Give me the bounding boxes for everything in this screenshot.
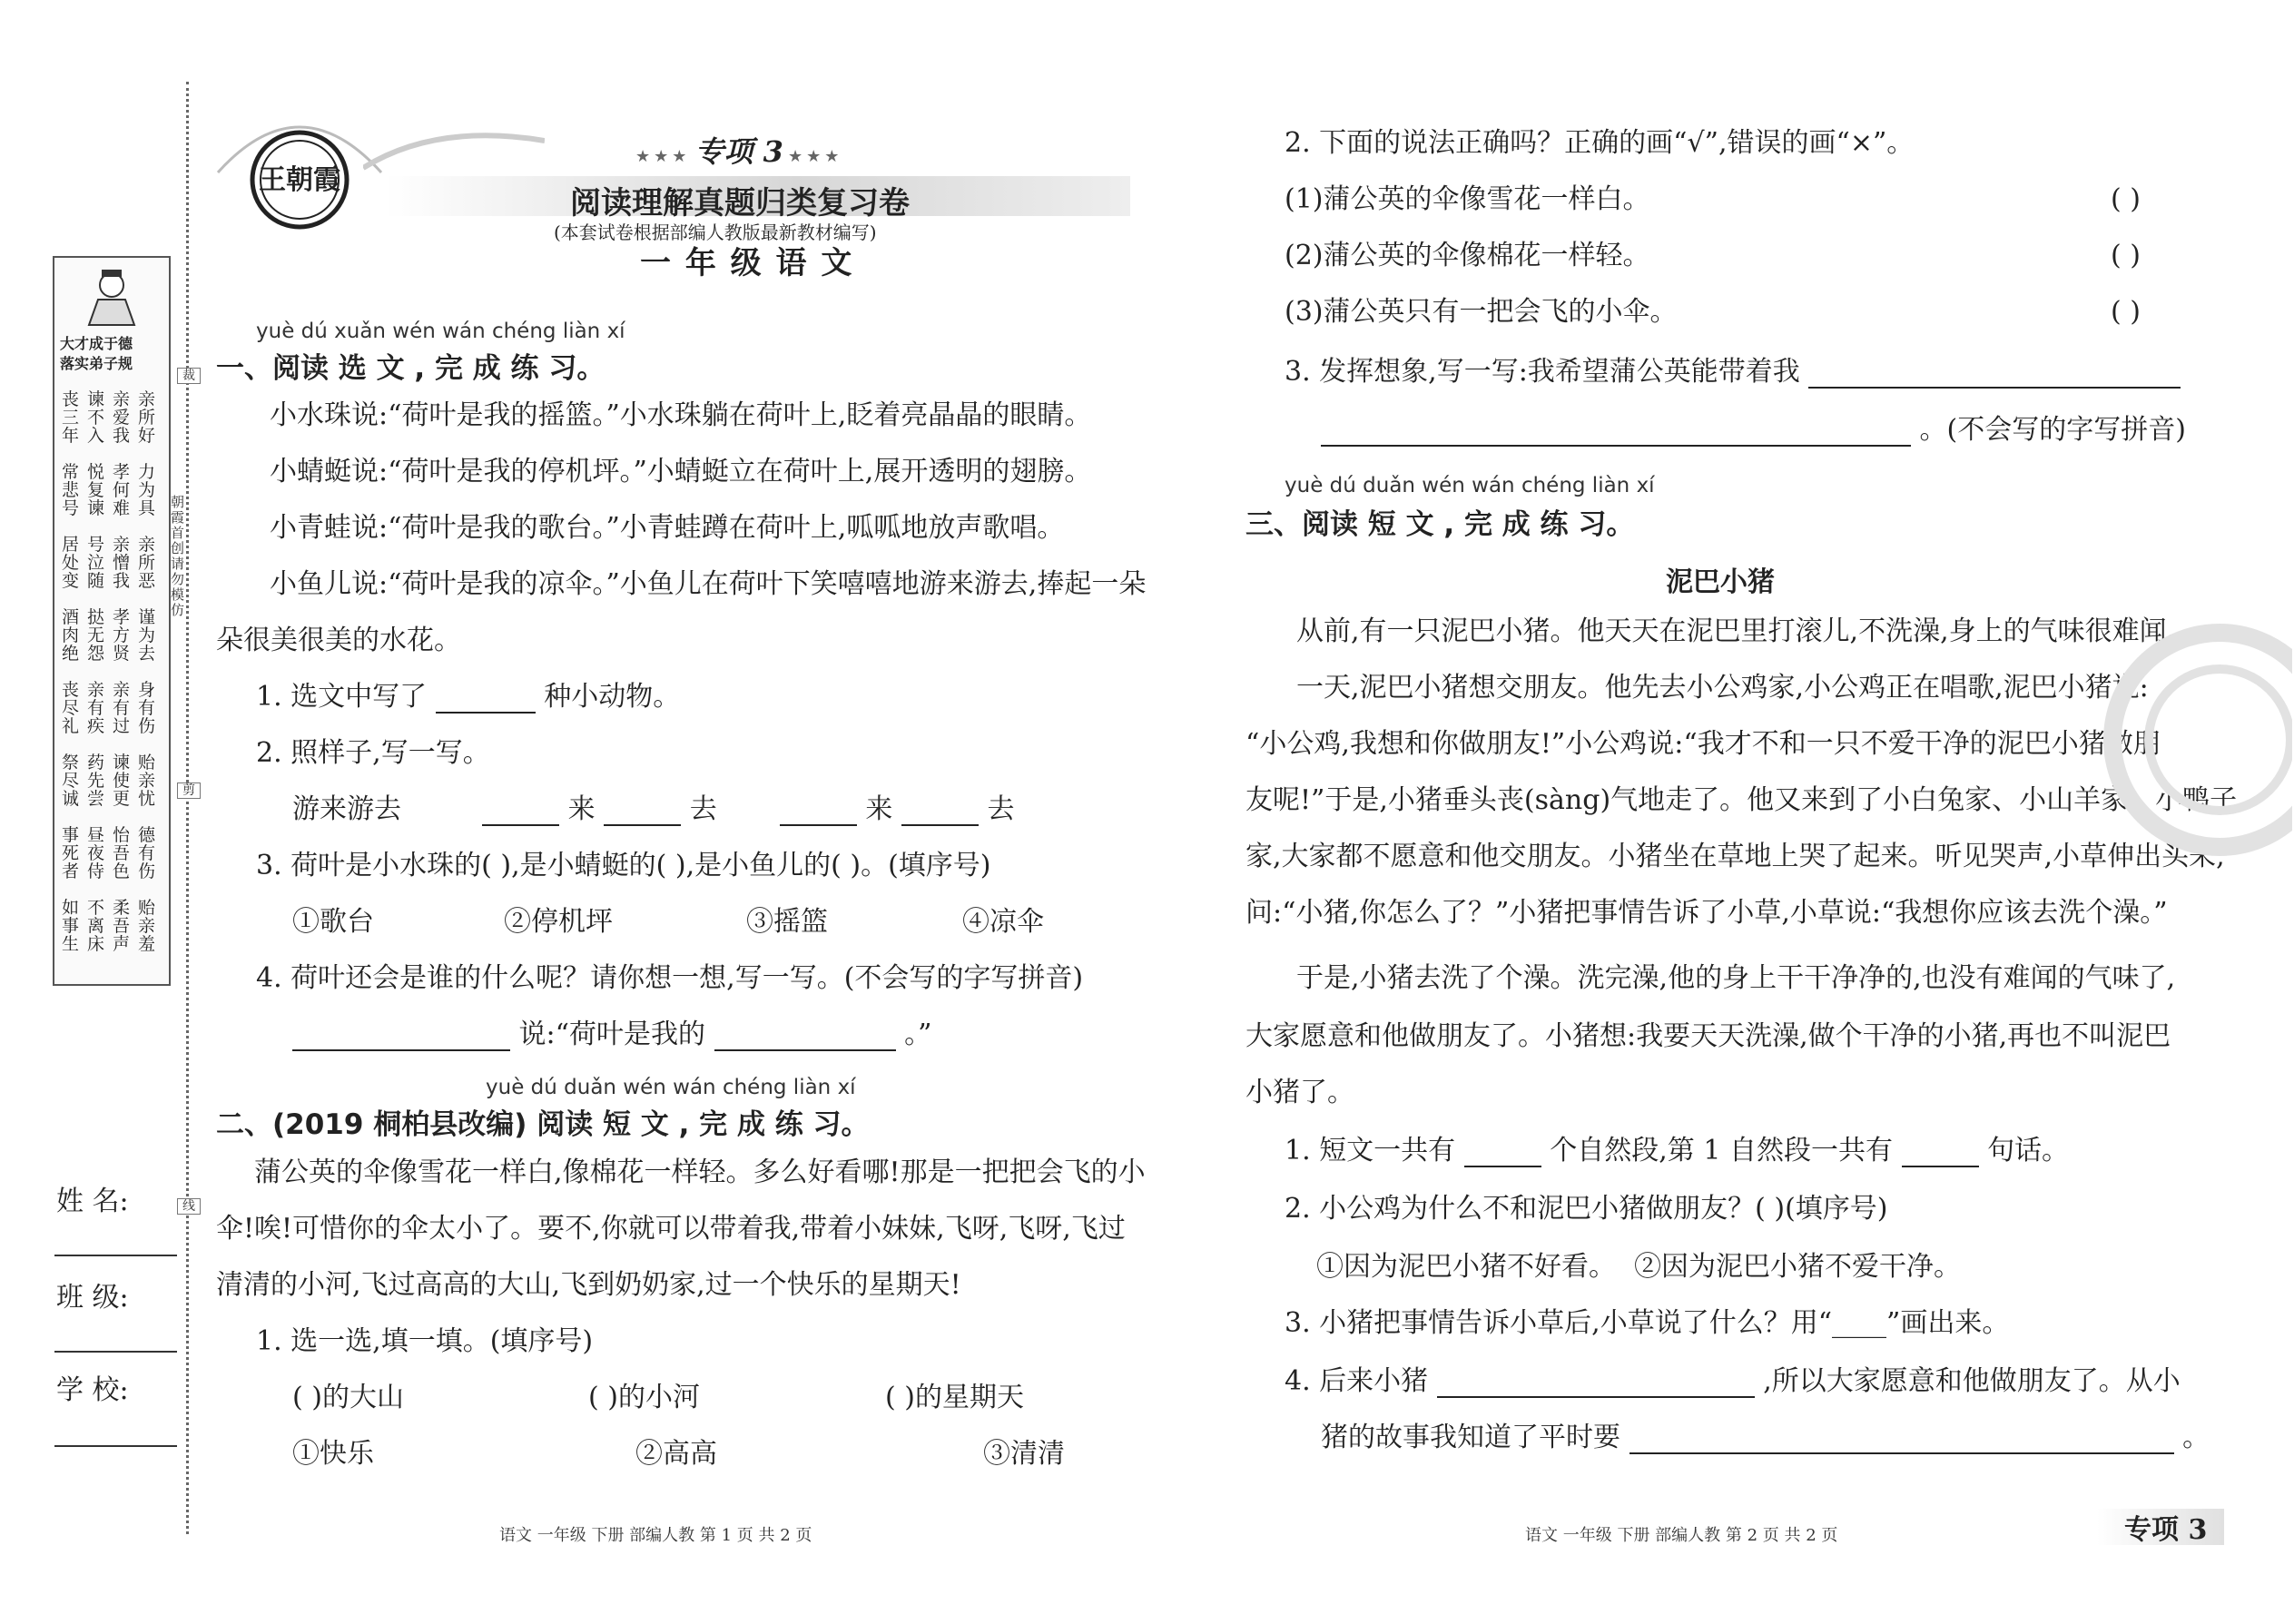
school-label: 学 校: bbox=[56, 1374, 129, 1406]
name-label: 姓 名: bbox=[56, 1186, 129, 1217]
section2-heading: 二、(2019 桐柏县改编) 阅读 短 文 , 完 成 练 习。 bbox=[216, 1108, 870, 1141]
sidebar-motto-panel bbox=[53, 256, 171, 986]
motto-column: 谏使更 bbox=[113, 753, 131, 809]
answer-blank[interactable] bbox=[714, 1024, 896, 1051]
motto-column: 亲有过 bbox=[113, 680, 131, 736]
motto-column: 谏不入 bbox=[87, 389, 105, 446]
motto-column: 德有伤 bbox=[138, 825, 156, 881]
answer-blank[interactable] bbox=[292, 1024, 510, 1051]
motto-column: 不离床 bbox=[87, 898, 105, 954]
motto-column: 谨为去 bbox=[138, 607, 156, 664]
grade-title: 一 年 级 语 文 bbox=[640, 245, 854, 281]
s1-question-4: 4. 荷叶还会是谁的什么呢？请你想一想,写一写。(不会写的字写拼音) bbox=[256, 962, 1084, 994]
motto-line-2: 落实弟子规 bbox=[60, 355, 133, 372]
footer-series-tag: 专项 3 bbox=[2124, 1514, 2208, 1546]
s3-paragraph: 于是,小猪去洗了个澡。洗完澡,他的身上干干净净的,也没有难闻的气味了, bbox=[1296, 962, 2176, 994]
class-label: 班 级: bbox=[56, 1282, 129, 1314]
motto-column: 昼夜侍 bbox=[87, 825, 105, 881]
s1-question-2: 2. 照样子,写一写。 bbox=[256, 737, 490, 769]
s2-judge-item: (3)蒲公英只有一把会飞的小伞。 bbox=[1285, 296, 1678, 328]
footer-right: 语文 一年级 下册 部编人教 第 2 页 共 2 页 bbox=[1525, 1526, 1838, 1545]
motto-column: 亲所好 bbox=[138, 389, 156, 446]
s1-paragraph: 小鱼儿说:“荷叶是我的凉伞。”小鱼儿在荷叶下笑嘻嘻地游来游去,捧起一朵 bbox=[270, 568, 1147, 600]
s3-question-4: 4. 后来小猪 ,所以大家愿意和他做朋友了。从小 bbox=[1285, 1365, 2181, 1397]
motto-column: 孝何难 bbox=[113, 462, 131, 518]
answer-blank[interactable] bbox=[604, 799, 681, 826]
motto-column: 亲有疾 bbox=[87, 680, 105, 736]
page-subtitle: (本套试卷根据部编人教版最新教材编写) bbox=[554, 221, 877, 243]
s3-paragraph: 友呢!”于是,小猪垂头丧(sàng)气地走了。他又来到了小白兔家、小山羊家、小鸭子 bbox=[1245, 784, 2238, 816]
s3-paragraph: 大家愿意和他做朋友了。小猪想:我要天天洗澡,做个干净的小猪,再也不叫泥巴 bbox=[1245, 1020, 2171, 1052]
motto-column: 丧尽礼 bbox=[62, 680, 80, 736]
s2-paragraph: 清清的小河,飞过高高的大山,飞到奶奶家,过一个快乐的星期天! bbox=[216, 1269, 961, 1301]
s3-question-3: 3. 小猪把事情告诉小草后,小草说了什么？用“____”画出来。 bbox=[1285, 1307, 2010, 1339]
answer-blank[interactable] bbox=[901, 799, 979, 826]
motto-column: 孝方贤 bbox=[113, 607, 131, 664]
scholar-illustration bbox=[80, 265, 143, 329]
s3-question-2[interactable]: 2. 小公鸡为什么不和泥巴小猪做朋友？( )(填序号) bbox=[1285, 1193, 1888, 1225]
s2-judge-item: (2)蒲公英的伞像棉花一样轻。 bbox=[1285, 240, 1650, 271]
motto-column: 柔吾声 bbox=[113, 898, 131, 954]
answer-blank[interactable] bbox=[1464, 1140, 1541, 1167]
s2-question-2: 2. 下面的说法正确吗？正确的画“√”,错误的画“×”。 bbox=[1285, 127, 1915, 159]
star-icon: ★★★ bbox=[788, 147, 843, 166]
footer-left: 语文 一年级 下册 部编人教 第 1 页 共 2 页 bbox=[499, 1526, 812, 1545]
s1-question-1: 1. 选文中写了 种小动物。 bbox=[256, 681, 681, 713]
judge-paren[interactable]: ( ) bbox=[2111, 240, 2141, 271]
s2-paragraph: 伞!唉!可惜你的伞太小了。要不,你就可以带着我,带着小妹妹,飞呀,飞呀,飞过 bbox=[216, 1213, 1126, 1245]
s1-question-4-row: 说:“荷叶是我的 。” bbox=[292, 1019, 931, 1051]
s1-question-3[interactable]: 3. 荷叶是小水珠的( ),是小蜻蜓的( ),是小鱼儿的( )。(填序号) bbox=[256, 850, 991, 881]
motto-column: 丧三年 bbox=[62, 389, 80, 446]
motto-column: 居处变 bbox=[62, 535, 80, 591]
motto-column: 祭尽诚 bbox=[62, 753, 80, 809]
s1-option: ④凉伞 bbox=[962, 906, 1044, 938]
cut-chip: 线 bbox=[177, 1198, 201, 1215]
page-title: 阅读理解真题归类复习卷 bbox=[570, 185, 910, 221]
s3-paragraph: 问:“小猪,你怎么了？”小猪把事情告诉了小草,小草说:“我想你应该去洗个澡。” bbox=[1245, 897, 2168, 929]
star-icon: ★★★ bbox=[635, 147, 691, 166]
s3-paragraph: 小猪了。 bbox=[1245, 1077, 1354, 1108]
s3-question-4-row2: 猪的故事我知道了平时要 。 bbox=[1321, 1422, 2210, 1453]
s1-paragraph: 小蜻蜓说:“荷叶是我的停机坪。”小蜻蜓立在荷叶上,展开透明的翅膀。 bbox=[270, 456, 1092, 487]
cut-chip: 裁 bbox=[177, 368, 201, 384]
motto-line-1: 大才成于德 bbox=[60, 335, 133, 352]
class-input-line[interactable] bbox=[54, 1351, 177, 1353]
judge-paren[interactable]: ( ) bbox=[2111, 183, 2141, 215]
s3-option: ①因为泥巴小猪不好看。 bbox=[1316, 1251, 1616, 1283]
motto-column: 挞无怨 bbox=[87, 607, 105, 664]
answer-blank[interactable] bbox=[1629, 1427, 2174, 1454]
s1-paragraph: 小水珠说:“荷叶是我的摇篮。”小水珠躺在荷叶上,眨着亮晶晶的眼睛。 bbox=[270, 399, 1092, 431]
answer-blank[interactable] bbox=[1808, 361, 2181, 389]
section2-pinyin: yuè dú duǎn wén wán chéng liàn xí bbox=[486, 1076, 856, 1099]
s2-option: ②高高 bbox=[635, 1438, 717, 1470]
story-title: 泥巴小猪 bbox=[1666, 566, 1775, 598]
motto-column: 身有伤 bbox=[138, 680, 156, 736]
answer-blank[interactable] bbox=[780, 799, 857, 826]
vertical-notice: 朝霞首创 请勿模仿 bbox=[171, 494, 185, 618]
answer-blank[interactable] bbox=[1321, 419, 1911, 447]
name-input-line[interactable] bbox=[54, 1255, 177, 1256]
judge-paren[interactable]: ( ) bbox=[2111, 296, 2141, 328]
logo-text: 王朝霞 bbox=[259, 164, 340, 196]
answer-blank[interactable] bbox=[436, 686, 536, 714]
ribbon-decoration bbox=[363, 113, 545, 186]
s3-paragraph: 家,大家都不愿意和他交朋友。小猪坐在草地上哭了起来。听见哭声,小草伸出头来, bbox=[1245, 841, 2225, 872]
motto-column: 亲爱我 bbox=[113, 389, 131, 446]
answer-blank[interactable] bbox=[482, 799, 559, 826]
s1-paragraph: 小青蛙说:“荷叶是我的歌台。”小青蛙蹲在荷叶上,呱呱地放声歌唱。 bbox=[270, 512, 1065, 544]
s2-fill[interactable]: ( )的大山 bbox=[292, 1382, 404, 1413]
motto-column: 亲所恶 bbox=[138, 535, 156, 591]
motto-column: 酒肉绝 bbox=[62, 607, 80, 664]
binding-dotted-line bbox=[186, 82, 189, 1534]
s1-paragraph: 朵很美很美的水花。 bbox=[216, 625, 461, 656]
motto-column: 亲憎我 bbox=[113, 535, 131, 591]
motto-column: 常悲号 bbox=[62, 462, 80, 518]
answer-blank[interactable] bbox=[1437, 1371, 1755, 1398]
school-input-line[interactable] bbox=[54, 1445, 177, 1447]
cut-chip: 剪 bbox=[177, 782, 201, 799]
s2-question-3-row2: 。(不会写的字写拼音) bbox=[1321, 414, 2186, 447]
s3-paragraph: “小公鸡,我想和你做朋友!”小公鸡说:“我才不和一只不爱干净的泥巴小猪做朋 bbox=[1245, 728, 2161, 760]
s2-fill[interactable]: ( )的小河 bbox=[588, 1382, 700, 1413]
s3-question-1: 1. 短文一共有 个自然段,第 1 自然段一共有 句话。 bbox=[1285, 1135, 2070, 1166]
watermark-stamp bbox=[2097, 617, 2292, 862]
s2-option: ③清清 bbox=[983, 1438, 1065, 1470]
motto-column: 贻亲羞 bbox=[138, 898, 156, 954]
s2-judge-item: (1)蒲公英的伞像雪花一样白。 bbox=[1285, 183, 1650, 215]
answer-blank[interactable] bbox=[1902, 1140, 1979, 1167]
s2-question-1: 1. 选一选,填一填。(填序号) bbox=[256, 1325, 594, 1357]
motto-column: 药先尝 bbox=[87, 753, 105, 809]
motto-column: 如事生 bbox=[62, 898, 80, 954]
series-label: ★★★ 专项 3 ★★★ bbox=[635, 134, 843, 169]
motto-column: 贻亲忧 bbox=[138, 753, 156, 809]
motto-column: 怡吾色 bbox=[113, 825, 131, 881]
motto-column: 号泣随 bbox=[87, 535, 105, 591]
section1-heading: 一、阅读 选 文 , 完 成 练 习。 bbox=[216, 352, 605, 385]
s2-option: ①快乐 bbox=[292, 1438, 374, 1470]
s2-question-3: 3. 发挥想象,写一写:我希望蒲公英能带着我 bbox=[1285, 356, 2181, 389]
section3-heading: 三、阅读 短 文 , 完 成 练 习。 bbox=[1245, 508, 1635, 541]
section3-pinyin: yuè dú duǎn wén wán chéng liàn xí bbox=[1285, 474, 1655, 497]
s3-paragraph: 一天,泥巴小猪想交朋友。他先去小公鸡家,小公鸡正在唱歌,泥巴小猪说: bbox=[1296, 672, 2149, 704]
s1-question-2-row: 游来游去 来 去 来 去 bbox=[292, 793, 1015, 825]
motto-column: 力为具 bbox=[138, 462, 156, 518]
s2-fill[interactable]: ( )的星期天 bbox=[885, 1382, 1024, 1413]
s3-paragraph: 从前,有一只泥巴小猪。他天天在泥巴里打滚儿,不洗澡,身上的气味很难闻。 bbox=[1296, 615, 2194, 647]
s3-option: ②因为泥巴小猪不爱干净。 bbox=[1634, 1251, 1961, 1283]
s1-option: ③摇篮 bbox=[746, 906, 828, 938]
section1-pinyin: yuè dú xuǎn wén wán chéng liàn xí bbox=[256, 320, 625, 343]
motto-column: 悦复谏 bbox=[87, 462, 105, 518]
s1-option: ②停机坪 bbox=[504, 906, 613, 938]
motto-column: 事死者 bbox=[62, 825, 80, 881]
s2-paragraph: 蒲公英的伞像雪花一样白,像棉花一样轻。多么好看哪!那是一把把会飞的小 bbox=[254, 1156, 1146, 1188]
s1-option: ①歌台 bbox=[292, 906, 374, 938]
